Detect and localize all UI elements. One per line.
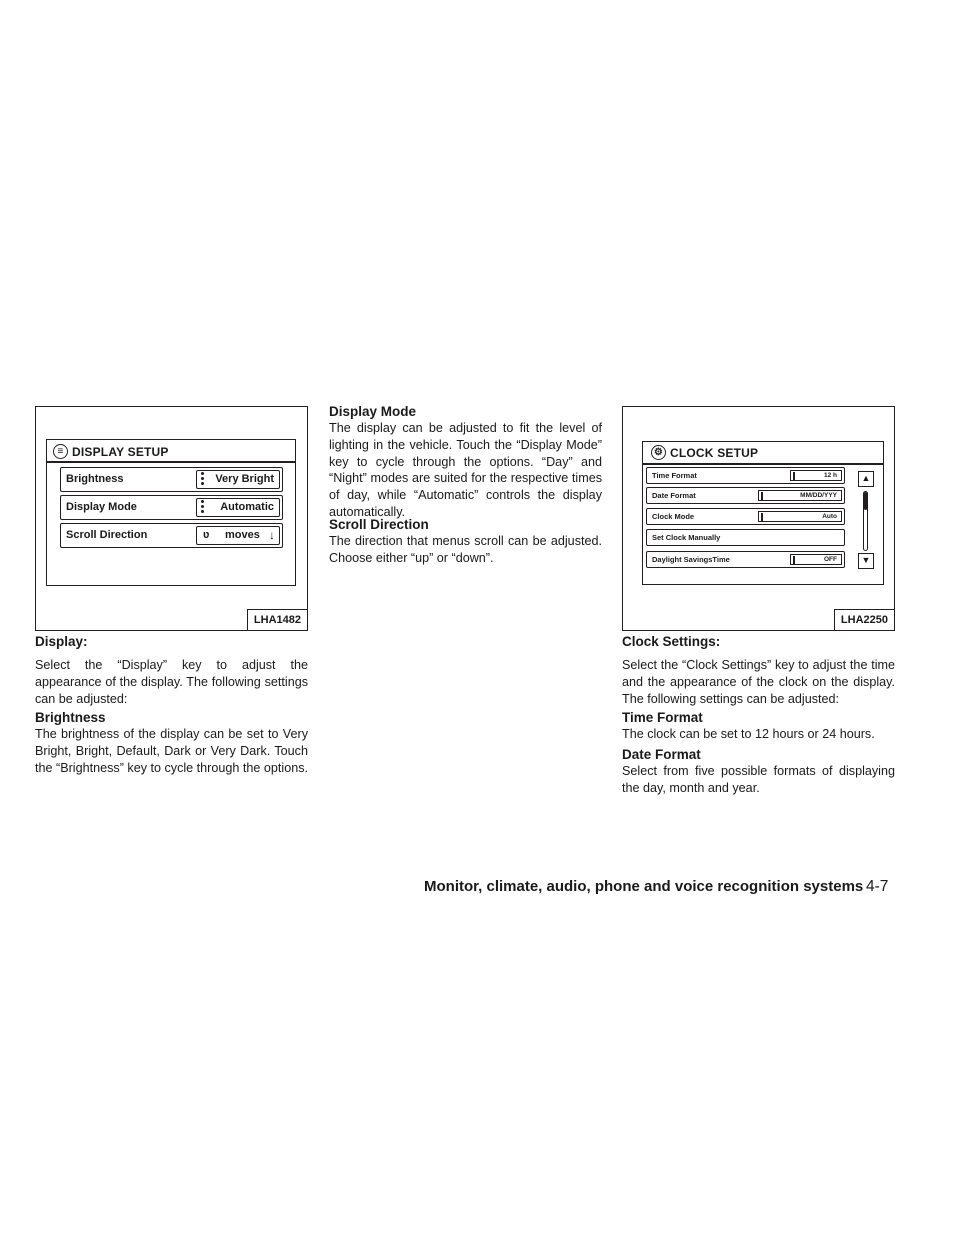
display-mode-value: Automatic [220,501,274,513]
date-format-label: Date Format [652,491,696,500]
set-clock-manually-row[interactable] [646,529,845,546]
scroll-direction-value: moves [225,529,260,541]
page-number: 4-7 [866,878,889,895]
display-mode-text: The display can be adjusted to fit the level of lighting in the vehicle. Touch the “Display Mode” key to cycle through the options. “Day” and “Night” modes are suited for the respective times of day, while “Automatic” controls the display automatically. [329,421,602,519]
time-format-value: 12 h [823,472,837,479]
clock-mode-label: Clock Mode [652,512,695,521]
figure-id-left: LHA1482 [247,609,307,630]
daylight-savings-label: Daylight SavingsTime [652,555,730,564]
set-clock-manually-label: Set Clock Manually [652,533,721,542]
display-mode-value-box [196,498,280,517]
display-setup-title [53,444,169,459]
scroll-up-button[interactable]: ▲ [858,471,874,487]
scroll-direction-label: Scroll Direction [66,529,148,541]
scroll-direction-heading: Scroll Direction [329,517,429,532]
daylight-savings-value: OFF [824,556,837,563]
title-divider [47,461,295,463]
display-mode-label: Display Mode [66,501,137,513]
scroll-direction-row[interactable] [60,523,283,548]
display-mode-row[interactable] [60,495,283,520]
scroll-direction-value-box [196,526,280,545]
brightness-row[interactable] [60,467,283,492]
figure-display-setup [35,406,308,631]
time-format-indicator [793,472,795,480]
scroll-glyph-icon: ʋ [203,529,210,541]
scrollbar-thumb[interactable] [864,492,867,510]
display-mode-dots [201,500,204,513]
daylight-savings-value-box [790,554,842,565]
figure-id-right: LHA2250 [834,609,894,630]
screen-icon: ≡ [53,444,68,459]
time-format-text: The clock can be set to 12 hours or 24 hours. [622,727,875,741]
time-format-label: Time Format [652,471,697,480]
footer-section-title: Monitor, climate, audio, phone and voice recognition systems [424,878,864,895]
date-format-indicator [761,492,763,500]
display-intro: Select the “Display” key to adjust the appearance of the display. The following settings can be adjusted: [35,658,308,706]
clock-mode-value-box [758,511,842,522]
scroll-direction-text: The direction that menus scroll can be adjusted. Choose either “up” or “down”. [329,534,602,565]
brightness-text: The brightness of the display can be set to Very Bright, Bright, Default, Dark or Very Dark. Touch the “Brightness” key to cycle through the options. [35,727,309,775]
brightness-label: Brightness [66,473,124,485]
date-format-row[interactable] [646,487,845,504]
gear-icon: ⚙ [651,445,666,460]
clock-mode-row[interactable] [646,508,845,525]
display-mode-heading: Display Mode [329,404,417,419]
daylight-savings-row[interactable] [646,551,845,568]
display-heading: Display: [35,634,88,649]
clock-setup-screen [642,441,884,585]
time-format-heading: Time Format [622,710,703,725]
brightness-heading: Brightness [35,710,106,725]
clock-settings-heading: Clock Settings: [622,634,721,649]
date-format-value-box [758,490,842,501]
date-format-text: Select from five possible formats of displaying the day, month and year. [622,764,895,795]
clock-setup-title-text: CLOCK SETUP [670,445,759,460]
clock-setup-title [651,445,758,460]
brightness-value-box [196,470,280,489]
scrollbar[interactable] [863,491,868,551]
date-format-value: MM/DD/YYY [800,492,837,499]
brightness-value: Very Bright [215,473,274,485]
clock-mode-indicator [761,513,763,521]
figure-clock-setup [622,406,895,631]
date-format-heading: Date Format [622,747,701,762]
brightness-level-dots [201,472,204,485]
clock-mode-value: Auto [822,513,837,520]
scroll-down-button[interactable]: ▼ [858,553,874,569]
time-format-value-box [790,470,842,481]
display-setup-title-text: DISPLAY SETUP [72,444,169,459]
arrow-down-icon: ↓ [269,528,275,542]
time-format-row[interactable] [646,467,845,484]
daylight-savings-indicator [793,556,795,564]
display-setup-screen [46,439,296,586]
clock-settings-intro: Select the “Clock Settings” key to adjust the time and the appearance of the clock on the display. The following settings can be adjusted: [622,658,895,706]
clock-title-divider [643,463,883,465]
